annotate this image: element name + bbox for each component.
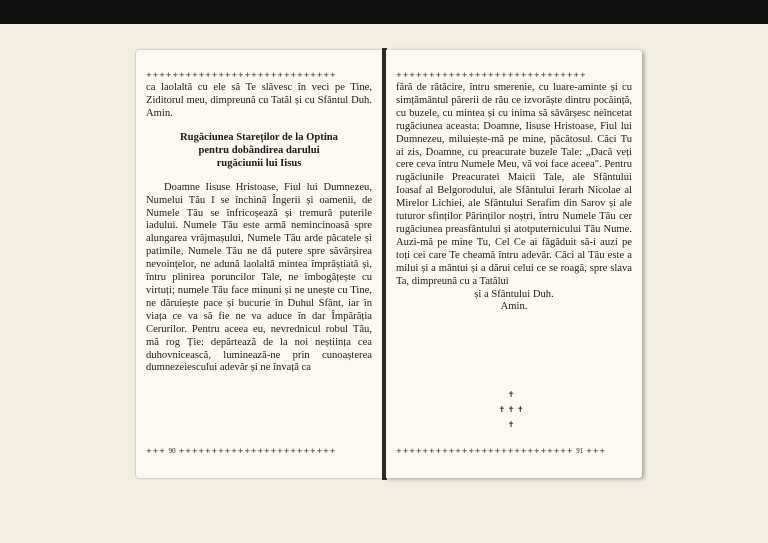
prayer-title: [146, 131, 372, 170]
bottom-ornament-rule: [396, 446, 632, 456]
title-line-2: pentru dobândirea darului: [198, 144, 320, 156]
bottom-rule-right: +++: [586, 447, 606, 455]
scanner-top-edge: [0, 0, 768, 24]
bottom-ornament-rule: [146, 446, 372, 456]
bottom-rule-left: +++: [146, 447, 166, 455]
cross-ornament-top-icon: ✝: [507, 390, 515, 399]
prayer-body-paragraph: Doamne Iisuse Hristoase, Fiul lui Dumnezeu, Numelui Tău I se închină Îngerii și oamenii, de Numele Tău se înfricoșează și tremură puterile iadului. Numele Tău este armă nemincinoasă spre alungarea vrăjmașului, Numele Tău arde păcatele și patimile, Numele Tău ne dă putere spre săvârșirea nevoințelor, ne adună laolaltă mintea împrăștiată și, întru plinirea poruncilor Tale, ne îmbogățește cu virtuți; numele Tău face minuni și ne unește cu Tine, ne dăruiește pace și bucurie în Duhul Sfânt, iar în viața ce va să fie ne va aduce în dar Împărăția Cerurilor. Pentru aceea eu, nevrednicul robul Tău, mă rog Ție: depărtează de la noi neștiința cea duhovnicească, luminează-ne prin cunoașterea dumnezeiescului adevăr și ne învață ca: [146, 181, 372, 374]
prayer-continuation-paragraph: fără de rătăcire, întru smerenie, cu luare-aminte și cu simțământul părerii de rău ce izvorăște dintru pocăință, cu buzele, cu mintea și cu inima să săvârșesc neîncetat rugăciunea aceasta: Doamne, Iisuse Hristoase, Fiul lui Dumnezeu, miluiește-mă pe mine, păcătosul. Căci Tu ai zis, Doamne, cu preacurate buzele Tale: „Dacă veți cere ceva întru Numele Meu, vă voi face aceea". Pentru rugăciunile Preacuratei Maicii Tale, ale Sfântului Ioasaf al Belgorodului, ale Sfântului Ierarh Nicolae al Mirelor Lichiei, ale Sfântului Serafim din Sarov și ale tuturor sfinților Părinților noștri, întru Numele Tău cer rugăciunea preasfântului și atotputernicului Tău Nume. Auzi-mă pe mine Tu, Cel Ce ai făgăduit să-i auzi pe toți cei care Te cheamă întru adevăr. Căci al Tău este a milui și a mântui și a dărui celui ce se roagă, spre slava Ta, dimpreună cu a Tatălui: [396, 82, 632, 287]
title-line-3: rugăciunii lui Iisus: [216, 157, 302, 169]
continuation-paragraph: ca laolaltă cu ele să Te slăvesc în veci pe Tine, Ziditorul meu, dimpreună cu Tatăl și cu Sfântul Duh. Amin.: [146, 82, 372, 119]
page-number: 91: [576, 447, 584, 455]
closing-line: și a Sfântului Duh.: [474, 288, 554, 300]
right-page-text: [396, 82, 632, 314]
bottom-rule-right: ++++++++++++++++++++++++: [178, 447, 337, 455]
cross-ornament-row-icon: ✝ ✝ ✝: [498, 405, 524, 414]
top-ornament-rule: +++++++++++++++++++++++++++++: [146, 71, 337, 79]
left-page-text: [146, 82, 372, 375]
amen-line: Amin.: [500, 301, 528, 313]
cross-ornament-bottom-icon: ✝: [507, 420, 515, 429]
bottom-rule-left: +++++++++++++++++++++++++++: [396, 447, 574, 455]
left-page: [136, 50, 382, 478]
page-number: 90: [168, 447, 176, 455]
right-page: [386, 50, 642, 478]
top-ornament-rule: +++++++++++++++++++++++++++++: [396, 71, 587, 79]
title-line-1: Rugăciunea Stareților de la Optina: [180, 131, 338, 143]
